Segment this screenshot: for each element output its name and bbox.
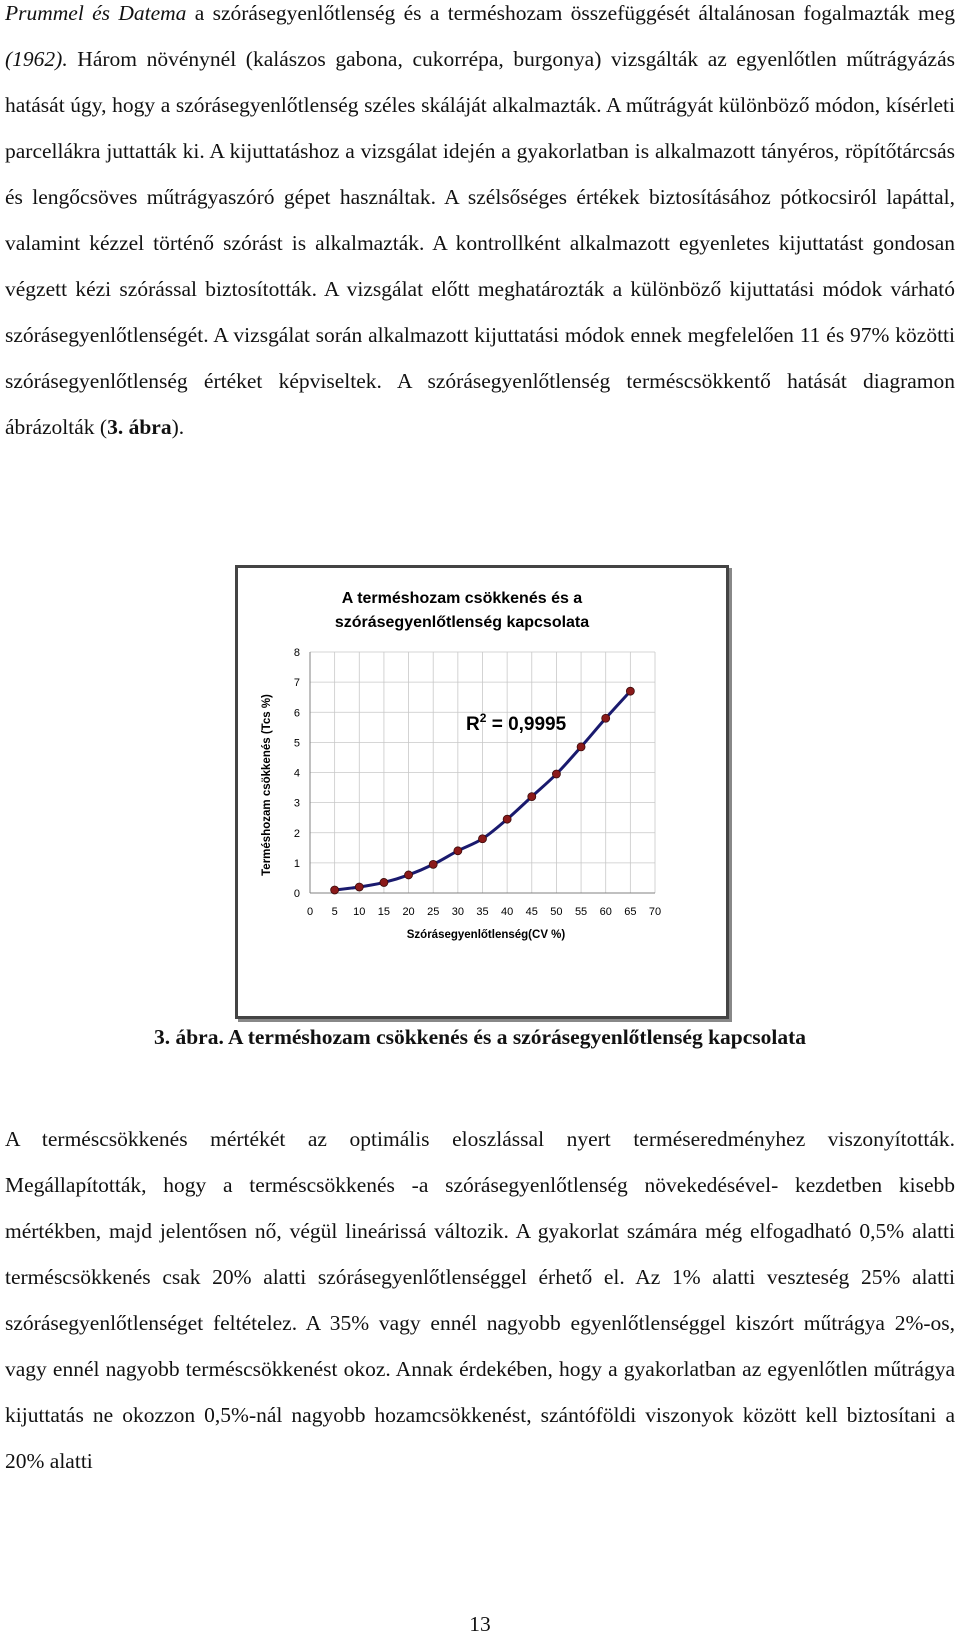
figure-reference: 3. ábra [107, 415, 172, 439]
x-tick-label: 30 [451, 906, 464, 918]
x-tick-label: 40 [501, 906, 514, 918]
data-point [503, 815, 511, 823]
chart [238, 568, 726, 1016]
x-tick-label: 0 [306, 906, 314, 918]
x-tick-label: 10 [353, 906, 366, 918]
data-point [405, 871, 413, 879]
figure-caption: 3. ábra. A terméshozam csökkenés és a szórásegyenlőtlenség kapcsolata [153, 1025, 807, 1049]
y-tick-label: 5 [293, 737, 300, 750]
year-citation: (1962). [5, 47, 68, 71]
x-tick-label: 25 [427, 906, 440, 918]
intro-paragraph [5, 0, 955, 450]
chart-title-line1: A terméshozam csökkenés és a [341, 590, 583, 607]
data-point [626, 687, 634, 695]
data-point [380, 878, 388, 886]
y-tick-label: 7 [293, 677, 300, 690]
data-point [429, 860, 437, 868]
r-squared-annotation: $R^2 = 0,9995$ [466, 711, 567, 735]
data-point [552, 770, 560, 778]
data-point [602, 714, 610, 722]
x-tick-label: 35 [476, 906, 489, 918]
data-point [577, 743, 585, 751]
y-tick-label: 2 [293, 827, 300, 840]
body-paragraph: A terméscsökkenés mértékét az optimális eloszlással nyert terméseredményhez viszonyították. Megállapították, hogy a terméscsökkenés -a szórásegyenlőtlenség növekedésével- kezdetben kisebb mértékben, majd jelentősen nő, végül lineárissá változik. A gyakorlat számára még elfogadható 0,5% alatti terméscsökkenés csak 20% alatti szórásegyenlőtlenséggel érhető el. Az 1% alatti veszteség 25% alatti szórásegyenlőtlenséget feltételez. A 35% vagy ennél nagyobb egyenlőtlenséggel kiszórt műtrágya 2%-os, vagy ennél nagyobb terméscsökkenést okoz. Annak érdekében, hogy a gyakorlatban az egyenlőtlen műtrágya kijuttatás ne okozzon 0,5%-nál nagyobb hozamcsökkenést, szántóföldi viszonyok között kell biztosítani a 20% alatti [5, 1127, 955, 1473]
x-axis-label: Szórásegyenlőtlenség(CV %) [406, 929, 566, 941]
y-tick-label: 6 [293, 707, 300, 720]
x-tick-label: 15 [377, 906, 391, 918]
y-tick-label: 8 [293, 647, 300, 659]
y-axis-label: Terméshozam csökkenés (Tcs %) [261, 694, 273, 876]
chart-grid [310, 652, 655, 893]
data-point [479, 835, 487, 843]
x-tick-label: 55 [574, 906, 588, 918]
x-tick-label: 45 [525, 906, 538, 918]
y-tick-label: 0 [293, 888, 300, 900]
y-tick-label: 4 [293, 767, 300, 780]
para1-text-a: a szórásegyenlőtlenség és a terméshozam összefüggését általánosan fogalmazták meg [186, 1, 955, 25]
x-tick-label: 50 [550, 906, 563, 918]
data-point [331, 886, 339, 894]
x-tick-label: 65 [624, 906, 637, 918]
data-point [454, 847, 462, 855]
y-tick-label: 1 [293, 857, 300, 870]
x-tick-label: 20 [402, 906, 415, 918]
page-number: 13 [469, 1612, 491, 1636]
data-point [355, 883, 363, 891]
x-tick-label: 70 [648, 906, 662, 918]
x-tick-label: 5 [331, 906, 338, 918]
data-point [528, 793, 536, 801]
figure-frame [235, 565, 729, 1019]
chart-title-line2: szórásegyenlőtlenség kapcsolata [334, 614, 590, 631]
author-citation: Prummel és Datema [5, 1, 187, 25]
x-tick-label: 60 [599, 906, 612, 918]
para1-text-b: Három növénynél (kalászos gabona, cukorrépa, burgonya) vizsgálták az egyenlőtlen műtrágyázás hatását úgy, hogy a szórásegyenlőtlenség széles skáláját alkalmazták. A műtrágyát különböző módon, kísérleti parcellákra juttatták ki. A kijuttatáshoz a vizsgálat idején a gyakorlatban is alkalmazott tányéros, röpítőtárcsás és lengőcsöves műtrágyaszóró gépet használtak. A szélsőséges értékek biztosításához pótkocsiról lapáttal, valamint kézzel történő szórást is alkalmazták. A kontrollként alkalmazott egyenletes kijuttatást gondosan végzett kézi szórással biztosították. A vizsgálat előtt meghatározták a különböző kijuttatási módok várható szórásegyenlőtlenségét. A vizsgálat során alkalmazott kijuttatási módok ennek megfelelően 11 és 97% közötti szórásegyenlőtlenség értéket képviseltek. A szórásegyenlőtlenség terméscsökkentő hatását diagramon ábrázolták ( [5, 47, 955, 439]
para1-text-end: ). [171, 415, 185, 439]
y-tick-label: 3 [293, 797, 300, 810]
